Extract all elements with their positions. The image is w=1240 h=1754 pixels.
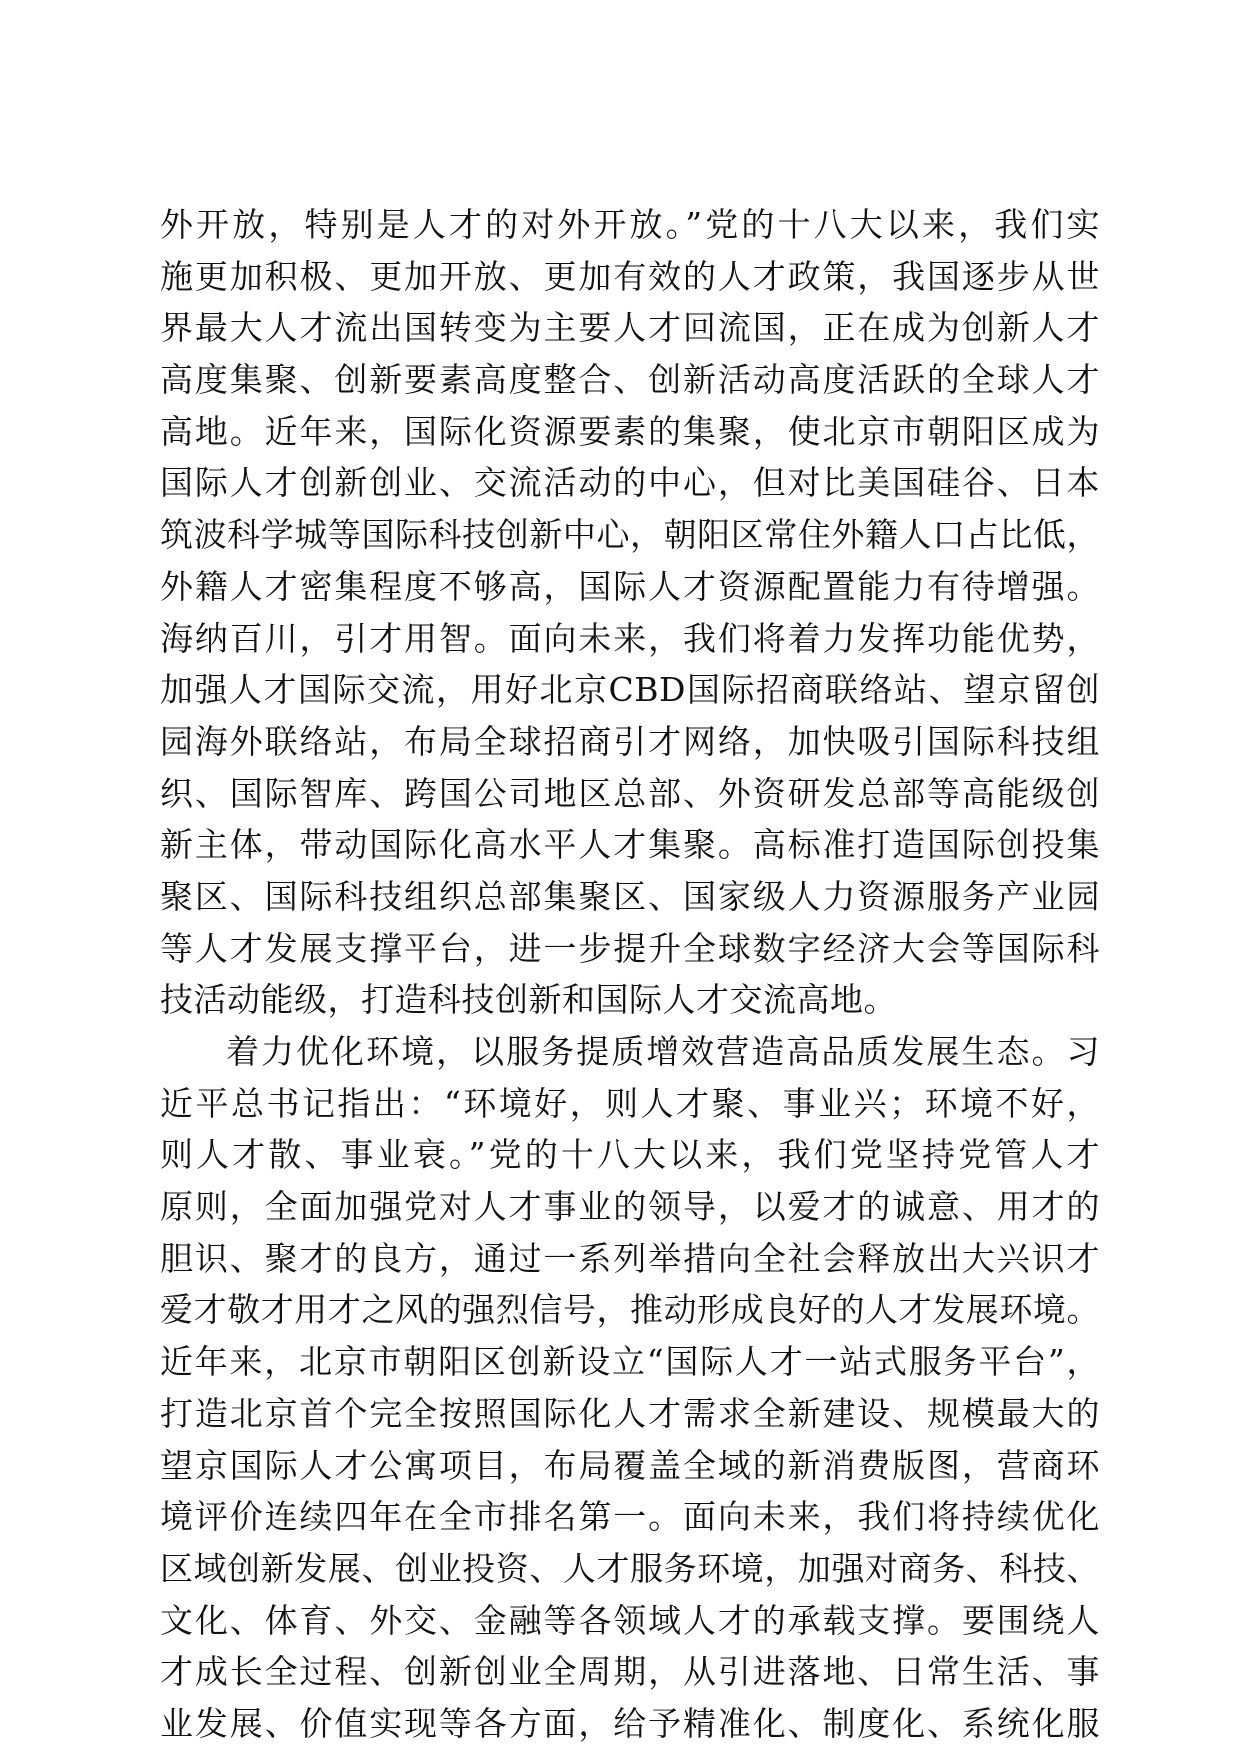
paragraph-first-line: 着力优化环境，以服务提质增效营造高品质发展生态。习 <box>226 1032 1100 1071</box>
text-line: 则人才散、事业衰。”党的十八大以来，我们党坚持党管人才 <box>160 1135 1100 1175</box>
body-text <box>160 199 1100 1750</box>
text-line: 等人才发展支撑平台，进一步提升全球数字经济大会等国际科 <box>160 928 1100 968</box>
text-line: 文化、体育、外交、金融等各领域人才的承载支撑。要围绕人 <box>160 1600 1100 1640</box>
text-line: 才成长全过程、创新创业全周期，从引进落地、日常生活、事 <box>160 1652 1100 1692</box>
text-line: 外籍人才密集程度不够高，国际人才资源配置能力有待增强。 <box>160 566 1100 606</box>
text-line: 近平总书记指出：“环境好，则人才聚、事业兴；环境不好， <box>160 1083 1100 1123</box>
text-line: 境评价连续四年在全市排名第一。面向未来，我们将持续优化 <box>160 1497 1100 1537</box>
text-line: 区域创新发展、创业投资、人才服务环境，加强对商务、科技、 <box>160 1548 1100 1588</box>
text-line: 近年来，北京市朝阳区创新设立“国际人才一站式服务平台”， <box>160 1342 1100 1382</box>
text-line: 界最大人才流出国转变为主要人才回流国，正在成为创新人才 <box>160 308 1100 348</box>
text-line: 筑波科学城等国际科技创新中心，朝阳区常住外籍人口占比低， <box>160 515 1100 555</box>
text-line: 高地。近年来，国际化资源要素的集聚，使北京市朝阳区成为 <box>160 411 1100 451</box>
text-line: 外开放，特别是人才的对外开放。”党的十八大以来，我们实 <box>160 205 1100 244</box>
text-line: 织、国际智库、跨国公司地区总部、外资研发总部等高能级创 <box>160 773 1100 813</box>
text-line: 业发展、价值实现等各方面，给予精准化、制度化、系统化服 <box>160 1703 1100 1743</box>
text-line: 打造北京首个完全按照国际化人才需求全新建设、规模最大的 <box>160 1393 1100 1433</box>
text-line: 国际人才创新创业、交流活动的中心，但对比美国硅谷、日本 <box>160 463 1100 503</box>
text-line: 新主体，带动国际化高水平人才集聚。高标准打造国际创投集 <box>160 825 1100 865</box>
text-line: 聚区、国际科技组织总部集聚区、国家级人力资源服务产业园 <box>160 876 1100 916</box>
text-line: 加强人才国际交流，用好北京CBD国际招商联络站、望京留创 <box>160 670 1100 710</box>
text-line: 爱才敬才用才之风的强烈信号，推动形成良好的人才发展环境。 <box>160 1290 1100 1330</box>
text-line: 胆识、聚才的良方，通过一系列举措向全社会释放出大兴识才 <box>160 1238 1100 1278</box>
text-line: 海纳百川，引才用智。面向未来，我们将着力发挥功能优势， <box>160 618 1100 658</box>
text-line: 施更加积极、更加开放、更加有效的人才政策，我国逐步从世 <box>160 256 1100 296</box>
text-line: 技活动能级，打造科技创新和国际人才交流高地。 <box>160 980 897 1020</box>
text-line: 园海外联络站，布局全球招商引才网络，加快吸引国际科技组 <box>160 721 1100 761</box>
text-line: 高度集聚、创新要素高度整合、创新活动高度活跃的全球人才 <box>160 360 1100 400</box>
text-line: 望京国际人才公寓项目，布局覆盖全域的新消费版图，营商环 <box>160 1445 1100 1485</box>
text-line: 原则，全面加强党对人才事业的领导，以爱才的诚意、用才的 <box>160 1187 1100 1227</box>
